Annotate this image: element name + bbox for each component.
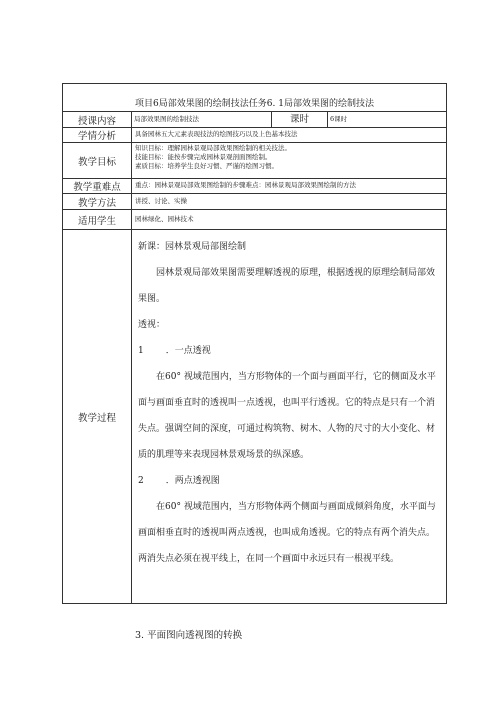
row-process xyxy=(63,230,446,603)
process-item2-heading xyxy=(138,468,440,494)
value-goals xyxy=(132,143,446,178)
value-students: 园林绿化、园林技术 xyxy=(135,214,194,223)
item2-number: 2 xyxy=(138,476,144,486)
value-content: 局部效果图的绘制技法 xyxy=(132,112,272,127)
label-focus: 教学重难点 xyxy=(63,179,132,193)
value-focus: 重点：园林景观局部效果图绘制的步骤难点：园林景观局部效果图绘制的方法 xyxy=(135,181,356,190)
process-item2-text: 在60° 视域范围内，当方形物体两个侧面与画面成倾斜角度，水平面与画面相垂直时的透视叫两点透视，也叫成角透视。它的特点有两个消失点。两消失点必须在视平线上，在同一个画面中永远只有一根视平线。 xyxy=(138,502,436,564)
title-row xyxy=(63,84,446,112)
row-focus xyxy=(63,179,446,194)
process-heading: 新课：园林景观局部图绘制 xyxy=(138,242,247,252)
label-hours: 课时 xyxy=(272,112,328,127)
label-goals: 教学目标 xyxy=(63,143,132,178)
lesson-plan-table xyxy=(62,83,447,604)
row-analysis xyxy=(63,128,446,143)
value-hours: 6课时 xyxy=(330,114,348,123)
item1-number: 1 xyxy=(138,346,144,356)
label-content: 授课内容 xyxy=(63,112,132,127)
value-analysis: 具备园林五大元素表现技法的绘图技巧以及上色基本技法 xyxy=(135,130,298,139)
process-perspective: 透视： xyxy=(138,320,166,330)
document-title: 项目6局部效果图的绘制技法任务6. 1局部效果图的绘制技法 xyxy=(135,99,374,109)
goal-skill: 技能目标：能按步骤完成园林景观剖面图绘制。 xyxy=(135,153,272,162)
value-methods: 讲授、讨论、实操 xyxy=(135,196,187,205)
goal-knowledge: 知识目标：理解园林景观局部效果图绘制的相关技法。 xyxy=(135,144,291,152)
process-item1-text: 在60° 视域范围内，当方形物体的一个面与画面平行，它的侧面及水平面与画面垂直时的透视叫一点透视，也叫平行透视。它的特点是只有一个消失点。强调空间的深度，可通过构筑物、树木、人物的尺寸的大小变化、材质的肌理等来表现园林景观场景的纵深感。 xyxy=(138,372,436,460)
process-intro: 园林景观局部效果图需要理解透视的原理，根据透视的原理绘制局部效果图。 xyxy=(138,268,436,304)
goal-quality: 素质目标：培养学生良好习惯、严谨的绘图习惯。 xyxy=(135,162,278,171)
item1-title: ．一点透视 xyxy=(165,346,211,356)
label-analysis: 学情分析 xyxy=(63,128,132,142)
item2-title: ．两点透视图 xyxy=(165,476,220,486)
row-content xyxy=(63,112,446,128)
row-goals xyxy=(63,143,446,179)
footer-line: 3. 平面图向透视图的转换 xyxy=(135,630,243,641)
process-item1-heading xyxy=(138,338,440,364)
row-methods xyxy=(63,194,446,210)
row-students xyxy=(63,210,446,230)
label-methods: 教学方法 xyxy=(63,194,132,209)
label-process: 教学过程 xyxy=(63,230,132,603)
value-process xyxy=(132,230,446,603)
label-students: 适用学生 xyxy=(63,210,132,229)
